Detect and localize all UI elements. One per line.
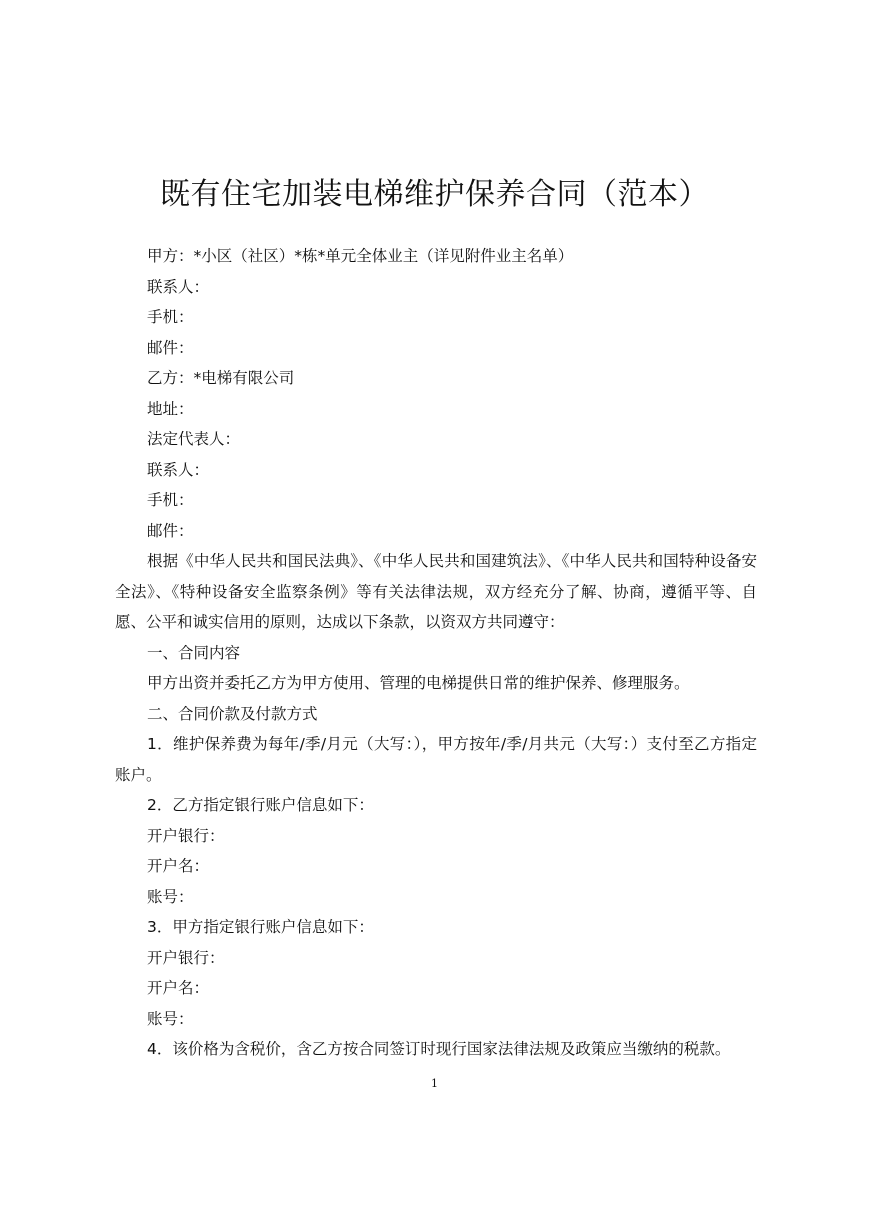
party-b-address: 地址： (147, 399, 194, 418)
party-b-account-name: 开户名： (147, 857, 210, 875)
party-b-bank: 开户银行： (147, 826, 225, 845)
party-a-account-no: 账号： (147, 1009, 194, 1028)
party-a-name: 甲方：*小区（社区）*栋*单元全体业主（详见附件业主名单） (147, 247, 574, 265)
section-2-heading: 二、合同价款及付款方式 (147, 704, 318, 723)
contract-body (115, 241, 757, 1065)
party-a-bank: 开户银行： (147, 948, 225, 967)
party-a-account-name: 开户名： (147, 979, 210, 997)
party-a-contact: 联系人： (147, 277, 210, 296)
section-1-text: 甲方出资并委托乙方为甲方使用、管理的电梯提供日常的维护保养、修理服务。 (147, 674, 690, 692)
section-2-item-4: 4．该价格为含税价，含乙方按合同签订时现行国家法律法规及政策应当缴纳的税款。 (147, 1040, 731, 1058)
party-b-account-no: 账号： (147, 887, 194, 906)
section-1-heading: 一、合同内容 (147, 643, 241, 662)
page-title: 既有住宅加装电梯维护保养合同（范本） (160, 177, 709, 212)
party-a-phone: 手机： (147, 308, 194, 326)
section-2-item-1: 1．维护保养费为每年/季/月元（大写：），甲方按年/季/月共元（大写：）支付至乙方指定账户。 (115, 735, 757, 784)
party-b-name: 乙方：*电梯有限公司 (147, 369, 295, 387)
page-number: 1 (431, 1077, 438, 1090)
section-2-item-3: 3．甲方指定银行账户信息如下： (147, 918, 374, 936)
party-b-contact: 联系人： (147, 460, 210, 479)
party-a-email: 邮件： (147, 338, 194, 357)
party-b-email: 邮件： (147, 521, 194, 540)
party-b-legal-rep: 法定代表人： (147, 430, 241, 448)
party-b-phone: 手机： (147, 491, 194, 509)
section-2-item-2: 2．乙方指定银行账户信息如下： (147, 796, 374, 814)
preamble-paragraph: 根据《中华人民共和国民法典》、《中华人民共和国建筑法》、《中华人民共和国特种设备安全法》、《特种设备安全监察条例》等有关法律法规，双方经充分了解、协商，遵循平等、自愿、公平和诚实信用的原则，达成以下条款，以资双方共同遵守： (115, 552, 757, 631)
